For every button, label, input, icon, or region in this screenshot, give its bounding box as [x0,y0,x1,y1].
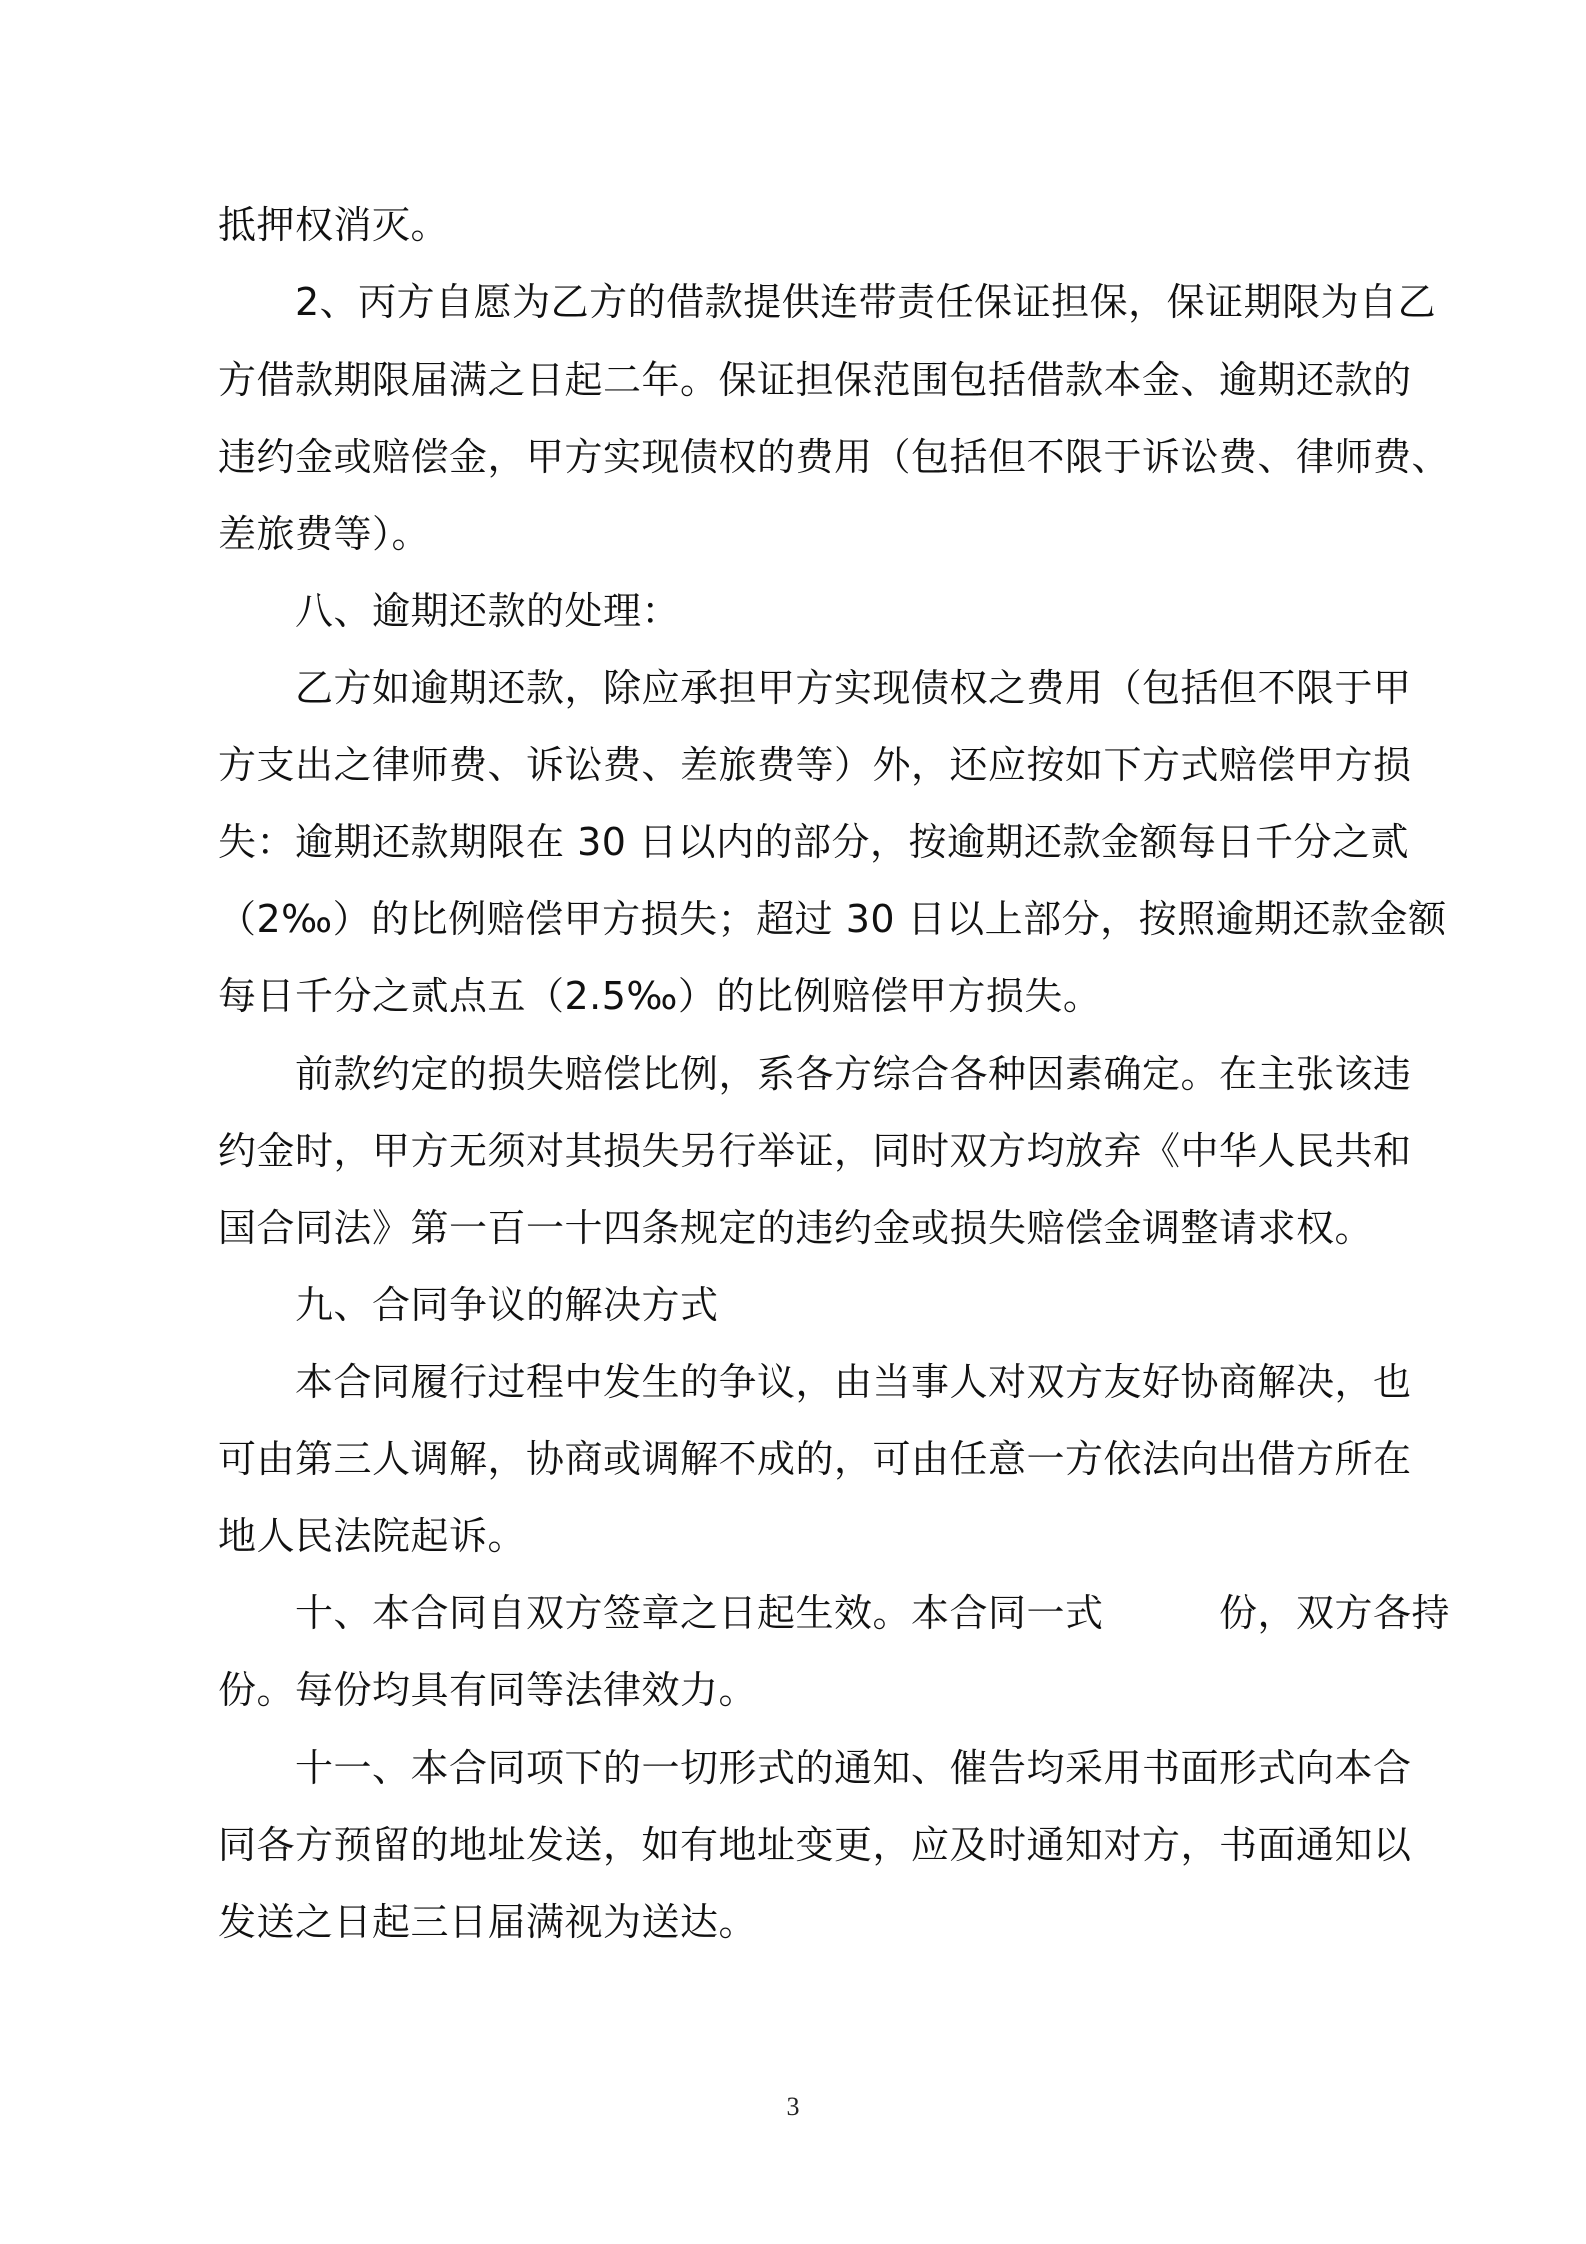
text-line: 违约金或赔偿金，甲方实现债权的费用（包括但不限于诉讼费、律师费、 [218,435,1451,479]
text-line: 可由第三人调解，协商或调解不成的，可由任意一方依法向出借方所在 [218,1437,1412,1481]
text-line: 方支出之律师费、诉讼费、差旅费等）外，还应按如下方式赔偿甲方损 [218,743,1412,787]
text-line: 差旅费等）。 [218,512,431,556]
text-line: （2‰）的比例赔偿甲方损失；超过 30 日以上部分，按照逾期还款金额 [218,897,1447,941]
text-line: 前款约定的损失赔偿比例，系各方综合各种因素确定。在主张该违 [295,1052,1412,1096]
text-line: 同各方预留的地址发送，如有地址变更，应及时通知对方，书面通知以 [218,1823,1412,1867]
section-heading: 九、合同争议的解决方式 [295,1283,719,1327]
text-line: 地人民法院起诉。 [218,1514,527,1558]
text-line: 失：逾期还款期限在 30 日以内的部分，按逾期还款金额每日千分之贰 [218,820,1410,864]
section-heading: 八、逾期还款的处理： [295,589,681,633]
text-line: 2、丙方自愿为乙方的借款提供连带责任保证担保，保证期限为自乙 [295,280,1437,324]
text-line: 国合同法》第一百一十四条规定的违约金或损失赔偿金调整请求权。 [218,1206,1374,1250]
text-line: 发送之日起三日届满视为送达。 [218,1900,758,1944]
text-line: 乙方如逾期还款，除应承担甲方实现债权之费用（包括但不限于甲 [295,666,1412,710]
page-number: 3 [786,2092,800,2121]
text-line: 约金时，甲方无须对其损失另行举证，同时双方均放弃《中华人民共和 [218,1129,1412,1173]
text-line: 十一、本合同项下的一切形式的通知、催告均采用书面形式向本合 [295,1746,1412,1790]
text-line: 方借款期限届满之日起二年。保证担保范围包括借款本金、逾期还款的 [218,358,1412,402]
text-line: 每日千分之贰点五（2.5‰）的比例赔偿甲方损失。 [218,974,1102,1018]
text-line: 份。每份均具有同等法律效力。 [218,1668,758,1712]
text-line: 抵押权消灭。 [218,203,450,247]
text-line: 本合同履行过程中发生的争议，由当事人对双方友好协商解决，也 [295,1360,1412,1404]
text-line: 十、本合同自双方签章之日起生效。本合同一式 份，双方各持 [295,1591,1451,1635]
